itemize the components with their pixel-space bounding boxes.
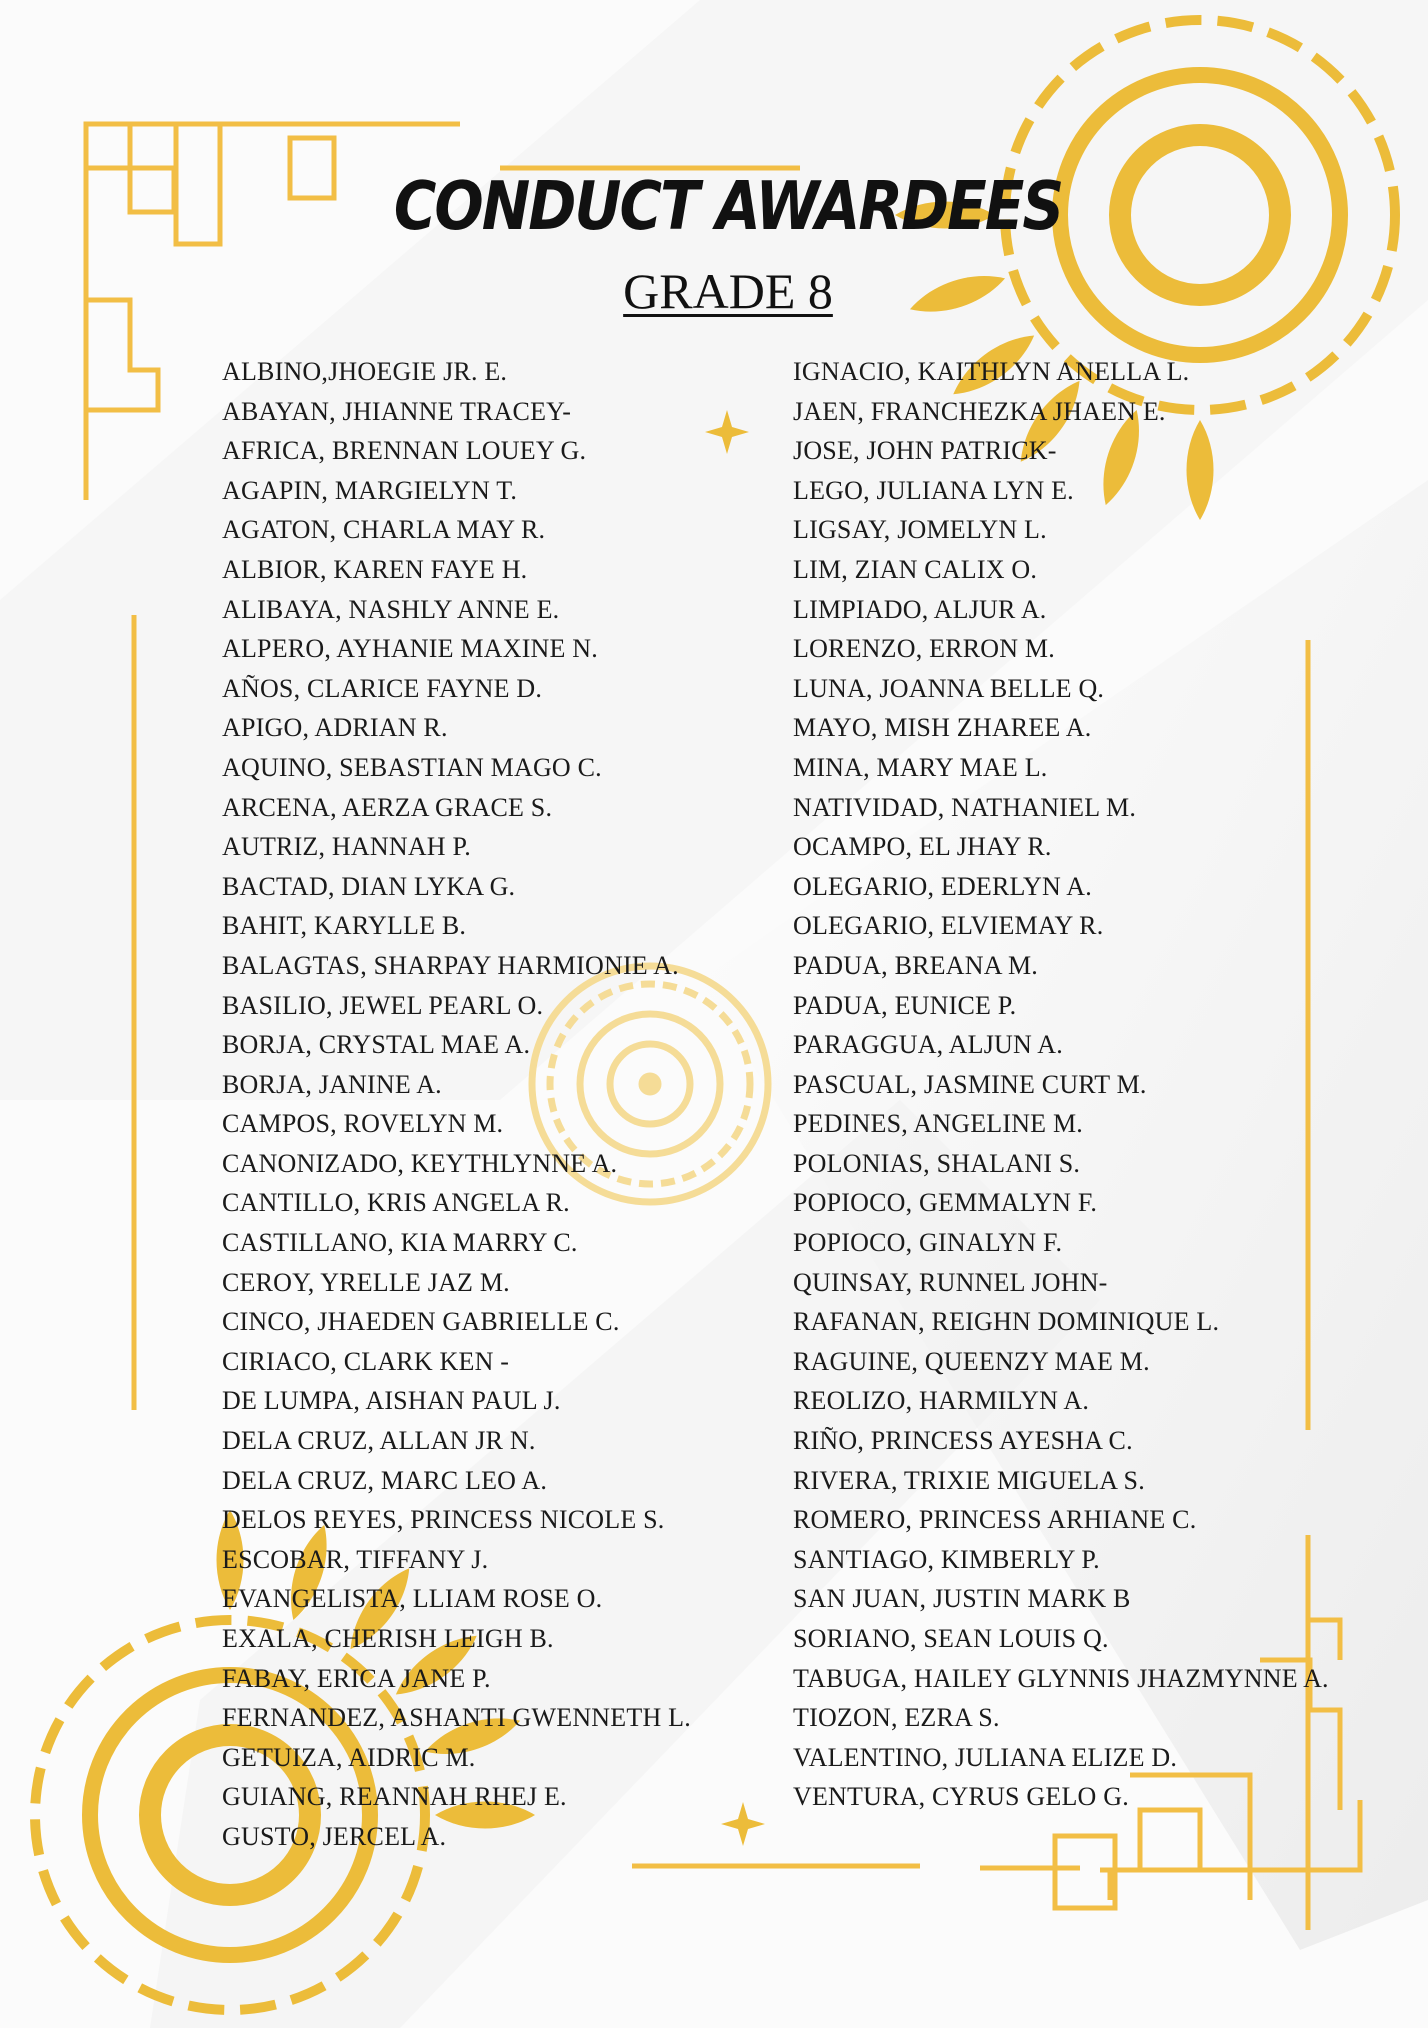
awardee-name: CASTILLANO, KIA MARRY C. (222, 1228, 578, 1258)
awardee-name: LIM, ZIAN CALIX O. (793, 554, 1038, 584)
awardee-name: DELA CRUZ, ALLAN JR N. (222, 1426, 536, 1456)
awardee-name: POPIOCO, GEMMALYN F. (793, 1188, 1098, 1218)
awardee-name: OLEGARIO, ELVIEMAY R. (793, 911, 1104, 941)
awardee-name: REOLIZO, HARMILYN A. (793, 1386, 1090, 1416)
awardee-name: ALBINO,JHOEGIE JR. E. (222, 357, 508, 386)
awardee-name: DELOS REYES, PRINCESS NICOLE S. (222, 1505, 665, 1535)
awardee-name: APIGO, ADRIAN R. (222, 713, 448, 743)
awardee-name: MINA, MARY MAE L. (793, 752, 1048, 782)
awardee-name: PARAGGUA, ALJUN A. (793, 1030, 1063, 1060)
awardee-name: BORJA, CRYSTAL MAE A. (222, 1030, 531, 1060)
awardee-name: BORJA, JANINE A. (222, 1069, 442, 1099)
awardee-name: GUSTO, JERCEL A. (222, 1821, 447, 1851)
awardee-name: QUINSAY, RUNNEL JOHN- (793, 1267, 1108, 1297)
awardee-name: CIRIACO, CLARK KEN - (222, 1346, 510, 1376)
awardee-name: POLONIAS, SHALANI S. (793, 1148, 1081, 1178)
awardee-name: DE LUMPA, AISHAN PAUL J. (222, 1386, 561, 1416)
awardee-name: LEGO, JULIANA LYN E. (793, 475, 1074, 505)
awardee-name: BALAGTAS, SHARPAY HARMIONIE A. (222, 950, 679, 980)
awardee-name: NATIVIDAD, NATHANIEL M. (793, 792, 1137, 822)
awardee-name: FERNANDEZ, ASHANTI GWENNETH L. (222, 1703, 691, 1733)
awardee-name: AUTRIZ, HANNAH P. (222, 832, 471, 862)
awardee-name: PADUA, BREANA M. (793, 950, 1038, 980)
awardee-name: JAEN, FRANCHEZKA JHAEN E. (793, 396, 1166, 426)
grade-heading: GRADE 8 (623, 263, 833, 319)
awardee-name: DELA CRUZ, MARC LEO A. (222, 1465, 548, 1495)
awardee-name: AÑOS, CLARICE FAYNE D. (222, 673, 543, 703)
awardee-name: OLEGARIO, EDERLYN A. (793, 871, 1092, 901)
awardee-name: BAHIT, KARYLLE B. (222, 911, 467, 941)
awardee-name: GUIANG, REANNAH RHEJ E. (222, 1782, 567, 1812)
awardee-name: SANTIAGO, KIMBERLY P. (793, 1544, 1100, 1574)
awardee-name: ALPERO, AYHANIE MAXINE N. (222, 634, 598, 664)
awardee-name: ABAYAN, JHIANNE TRACEY- (222, 396, 572, 426)
awardee-list-left (222, 352, 691, 1857)
awardee-name: PEDINES, ANGELINE M. (793, 1109, 1083, 1139)
awardee-name: GETUIZA, AIDRIC M. (222, 1742, 476, 1772)
awardee-name: OCAMPO, EL JHAY R. (793, 832, 1052, 862)
awardee-name: CINCO, JHAEDEN GABRIELLE C. (222, 1307, 620, 1337)
awardee-name: VALENTINO, JULIANA ELIZE D. (793, 1742, 1178, 1772)
awardee-name: MAYO, MISH ZHAREE A. (793, 713, 1092, 743)
awardee-name: TABUGA, HAILEY GLYNNIS JHAZMYNNE A. (793, 1663, 1329, 1693)
awardee-name: CANTILLO, KRIS ANGELA R. (222, 1188, 570, 1218)
awardee-name: BASILIO, JEWEL PEARL O. (222, 990, 544, 1020)
awardee-name: RIÑO, PRINCESS AYESHA C. (793, 1426, 1133, 1456)
awardee-list-right (793, 352, 1329, 1817)
awardee-name: IGNACIO, KAITHLYN ANELLA L. (793, 357, 1190, 386)
awardee-name: ALBIOR, KAREN FAYE H. (222, 554, 528, 584)
page-title: CONDUCT AWARDEES (393, 166, 1063, 246)
awardee-name: FABAY, ERICA JANE P. (222, 1663, 491, 1693)
awardee-name: ALIBAYA, NASHLY ANNE E. (222, 594, 560, 624)
awardee-name: AFRICA, BRENNAN LOUEY G. (222, 436, 587, 466)
awardee-name: LIMPIADO, ALJUR A. (793, 594, 1047, 624)
awardee-name: LUNA, JOANNA BELLE Q. (793, 673, 1105, 703)
awardee-name: RIVERA, TRIXIE MIGUELA S. (793, 1465, 1145, 1495)
awardee-name: EVANGELISTA, LLIAM ROSE O. (222, 1584, 603, 1614)
awardee-name: ROMERO, PRINCESS ARHIANE C. (793, 1505, 1197, 1535)
awardee-name: TIOZON, EZRA S. (793, 1703, 1000, 1733)
awardee-name: ESCOBAR, TIFFANY J. (222, 1544, 489, 1574)
awardee-name: PASCUAL, JASMINE CURT M. (793, 1069, 1147, 1099)
awardee-name: SORIANO, SEAN LOUIS Q. (793, 1624, 1109, 1653)
awardee-name: RAFANAN, REIGHN DOMINIQUE L. (793, 1307, 1220, 1337)
awardee-name: AGATON, CHARLA MAY R. (222, 515, 546, 545)
awardee-name: POPIOCO, GINALYN F. (793, 1228, 1063, 1258)
awardee-name: JOSE, JOHN PATRICK- (793, 436, 1057, 466)
awardee-name: LORENZO, ERRON M. (793, 634, 1055, 664)
awardee-name: RAGUINE, QUEENZY MAE M. (793, 1346, 1150, 1376)
awardee-name: CAMPOS, ROVELYN M. (222, 1109, 504, 1139)
awardee-name: BACTAD, DIAN LYKA G. (222, 871, 516, 901)
awardee-name: LIGSAY, JOMELYN L. (793, 515, 1047, 545)
awardee-name: PADUA, EUNICE P. (793, 990, 1017, 1020)
awardee-name: AGAPIN, MARGIELYN T. (222, 475, 518, 505)
awardee-name: CEROY, YRELLE JAZ M. (222, 1267, 510, 1297)
awardee-name: CANONIZADO, KEYTHLYNNE A. (222, 1148, 618, 1178)
awardee-name: SAN JUAN, JUSTIN MARK B (793, 1584, 1131, 1614)
awardee-name: EXALA, CHERISH LEIGH B. (222, 1624, 554, 1653)
awardee-name: VENTURA, CYRUS GELO G. (793, 1782, 1129, 1812)
awardee-name: AQUINO, SEBASTIAN MAGO C. (222, 752, 602, 782)
awardee-name: ARCENA, AERZA GRACE S. (222, 792, 553, 822)
